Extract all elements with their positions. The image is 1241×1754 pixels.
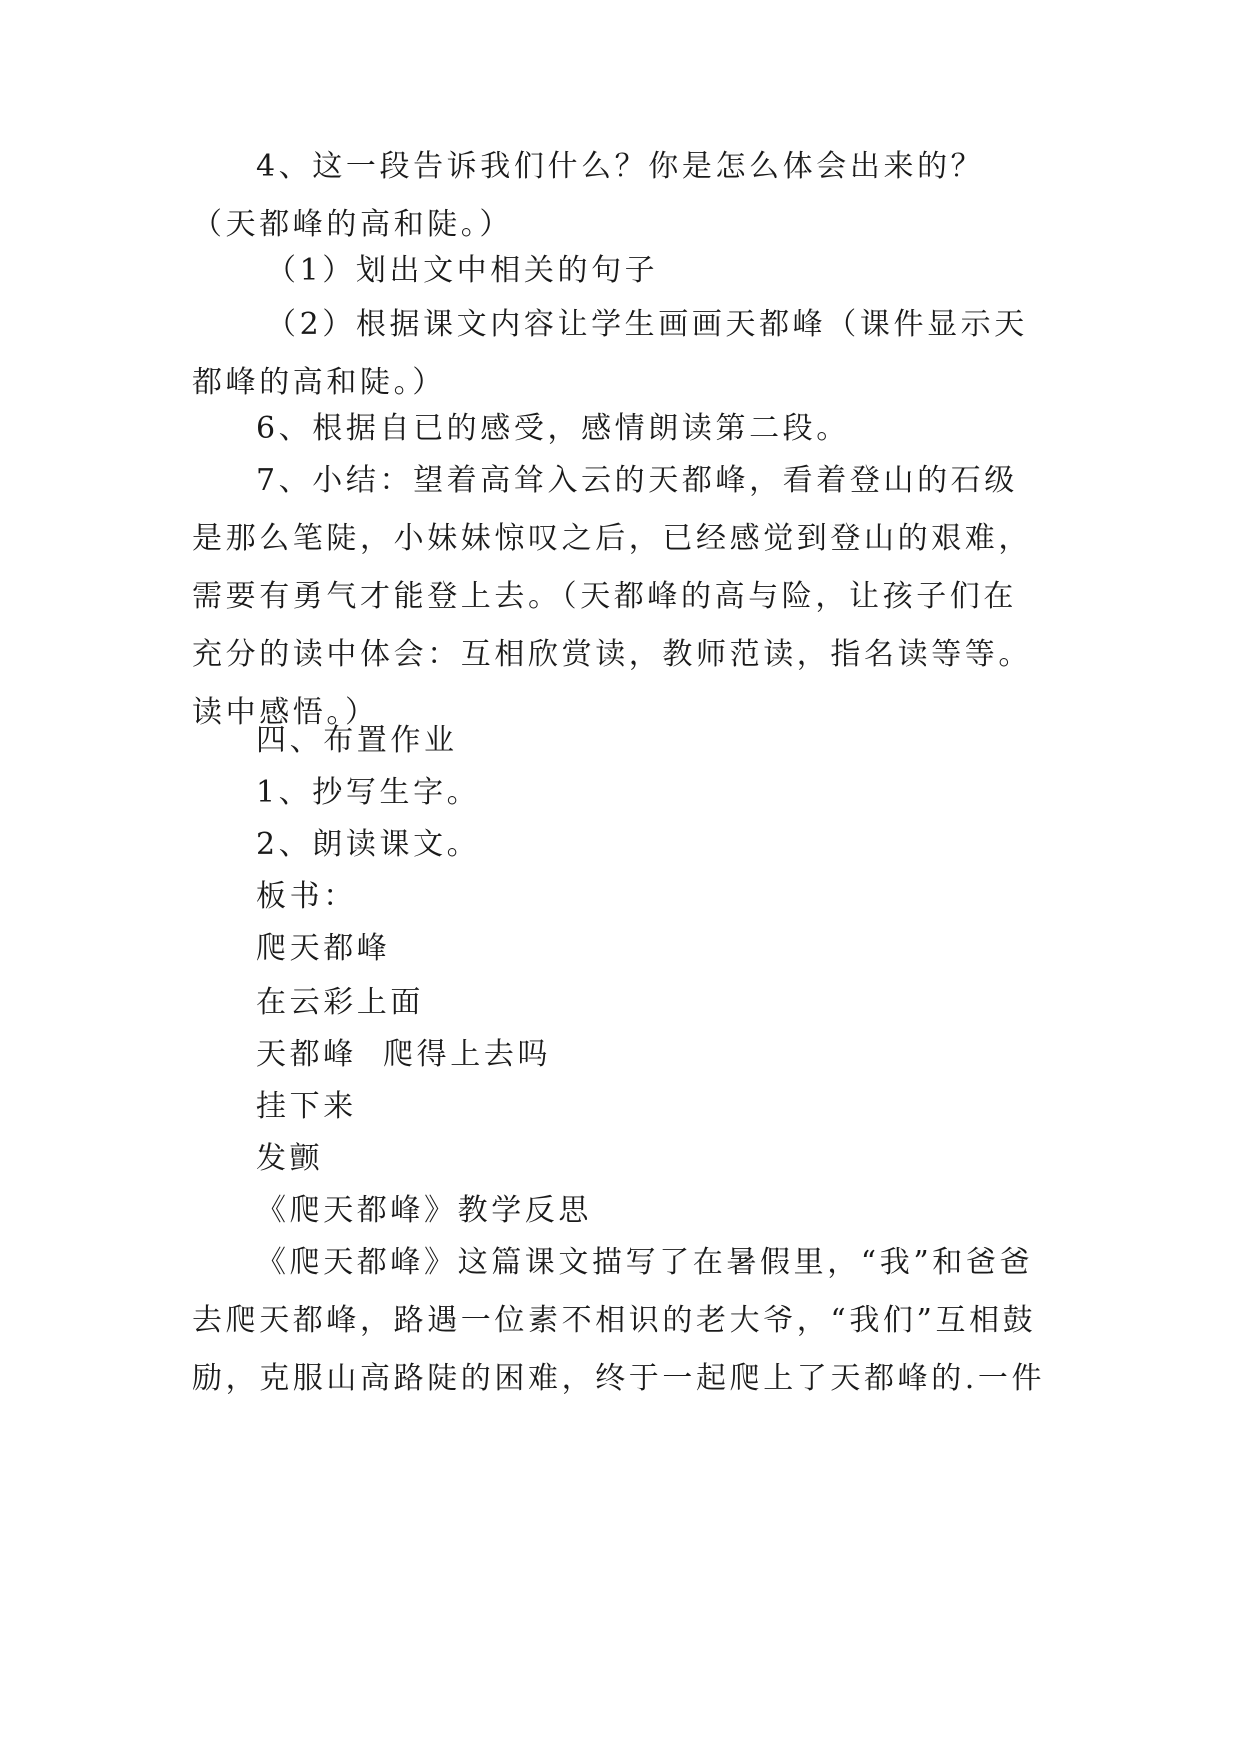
blackboard-line-1: 爬天都峰 bbox=[256, 931, 391, 966]
reflection-paragraph: 《爬天都峰》这篇课文描写了在暑假里，“我”和爸爸去爬天都峰，路遇一位素不相识的老大爷，“我们”互相鼓励，克服山高路陡的困难，终于一起爬上了天都峰的.一件 bbox=[192, 1245, 1046, 1396]
blackboard-line-3: 天都峰 爬得上去吗 bbox=[256, 1037, 552, 1072]
paragraph-step-6: 6、根据自已的感受，感情朗读第二段。 bbox=[256, 411, 850, 446]
paragraph-subitem-1: （1）划出文中相关的句子 bbox=[266, 253, 659, 288]
homework-item-1: 1、抄写生字。 bbox=[256, 775, 481, 810]
homework-item-2: 2、朗读课文。 bbox=[256, 827, 481, 862]
blackboard-label: 板书： bbox=[256, 879, 357, 914]
blackboard-line-4: 挂下来 bbox=[256, 1089, 357, 1124]
section-heading-homework: 四、布置作业 bbox=[256, 723, 458, 758]
paragraph-subitem-2: （2）根据课文内容让学生画画天都峰（课件显示天都峰的高和陡。） bbox=[192, 307, 1028, 400]
blackboard-line-2: 在云彩上面 bbox=[256, 985, 424, 1020]
paragraph-question-4: 4、这一段告诉我们什么？你是怎么体会出来的？（天都峰的高和陡。） bbox=[192, 149, 985, 242]
blackboard-line-5: 发颤 bbox=[256, 1141, 324, 1176]
reflection-title: 《爬天都峰》教学反思 bbox=[256, 1193, 592, 1228]
paragraph-summary-7: 7、小结：望着高耸入云的天都峰，看着登山的石级是那么笔陡，小妹妹惊叹之后，已经感觉到登山的艰难，需要有勇气才能登上去。（天都峰的高与险，让孩子们在充分的读中体会：互相欣赏读，教师范读，指名读等等。读中感悟。） bbox=[192, 463, 1032, 730]
